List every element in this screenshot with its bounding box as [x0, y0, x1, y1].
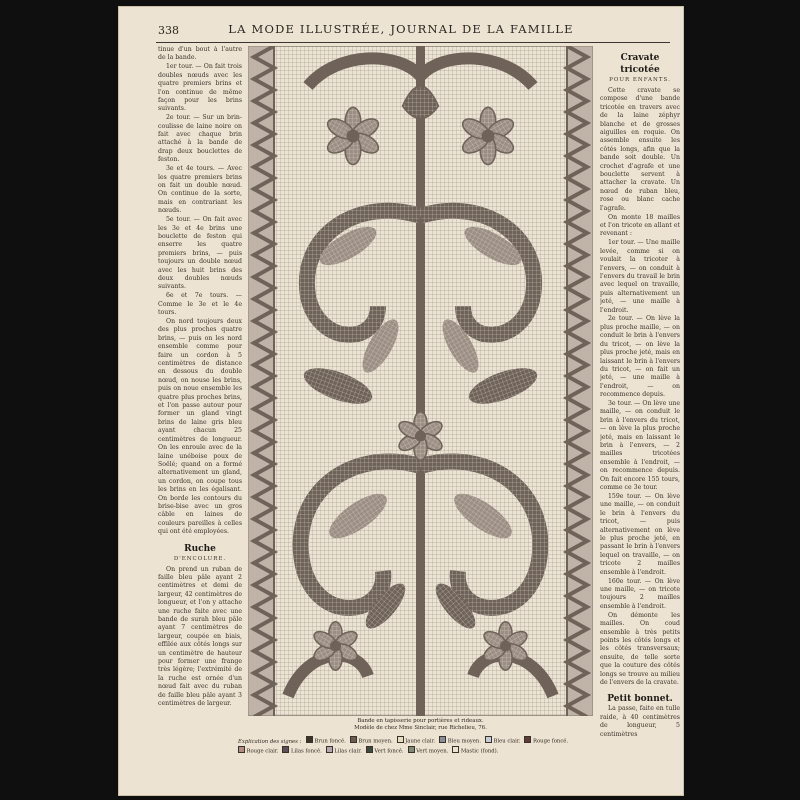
journal-title: LA MODE ILLUSTRÉE, JOURNAL DE LA FAMILLE: [228, 22, 574, 36]
legend-label: Bleu moyen.: [447, 738, 482, 745]
legend-item: [282, 746, 321, 756]
legend-label: Vert foncé.: [374, 748, 404, 754]
body-paragraph: 159e tour. — On lève une maille, — on conduit le brin à l'envers du tricot, — puis alternativement on lève le plus proche jeté, en passant le brin à l'envers lequel on travaille, — on tricote 2 mailles ensemble à l'endroit.: [600, 493, 680, 576]
legend-swatch: [452, 746, 459, 753]
body-paragraph: tinue d'un bout à l'autre de la bande.: [158, 46, 242, 62]
legend-label: Lilas foncé.: [290, 748, 322, 754]
legend-item: [485, 736, 520, 746]
legend-swatch: [326, 746, 333, 753]
body-paragraph: On prend un ruban de faille bleu pâle ayant 2 centimètres et demi de largeur, 42 centimètres de longueur, et l'on y attache une ruche faite avec une bande de surah bleu pâle ayant 7 centimètres de largeur, coupée en biais, effilée aux côtés longs sur un centimètre de hauteur pour former une frange très légère; l'extrémité de la ruche est ornée d'un nœud fait avec du ruban de faille bleu pâle ayant 3 centimètres de largeur.: [158, 565, 242, 708]
legend-swatch: [524, 736, 531, 743]
body-paragraph: La passe, faite en tulle raide, à 40 centimètres de longueur, 5 centimètres: [600, 705, 680, 738]
legend-item: [439, 736, 481, 746]
legend-title: Explication des signes :: [238, 738, 302, 745]
body-paragraph: On nord toujours deux des plus proches quatre brins, — puis on les nord ensemble comme pour faire un cordon à 5 centimètres de distance en dessous du double nœud, on nouse les brins, puis on noue ensemble les quatre plus proches brins, et l'on passe autour pour former un gland vingt brins de laine gris bleu ayant chacun 25 centimètres de longueur. On les enroule avec de la laine unéboise poux de Soëlé; quand on a formé alternativement un gland, un cordon, on coupe tous les brins en les égalisant. On borde les contours du brise-bise avec un gros câble en laines de couleurs pareilles à celles qui ont été employées.: [158, 318, 242, 536]
legend-item: [238, 746, 278, 756]
flower-bottom-left-center: [330, 641, 341, 652]
legend-swatch: [408, 746, 415, 753]
legend-swatch: [366, 746, 373, 753]
legend-label: Vert moyen.: [416, 748, 449, 754]
body-paragraph: 3e tour. — On lève une maille, — on conduit le brin à l'envers du tricot, — on lève la plus proche jeté, mais en laissant le brin à l'envers, — 2 mailles tricotées ensemble à l'endroit, — on recommence depuis. On fait encore 155 tours, comme ce 3e tour.: [600, 400, 680, 492]
flower-center-center: [415, 431, 426, 442]
flower-top-right-center: [482, 130, 495, 143]
body-paragraph: 1er tour. — On fait trois doubles nœuds avec les quatre premiers brins et l'on continue de même façon pour les brins suivants.: [158, 63, 242, 113]
legend-label: Mastic (fond).: [460, 748, 499, 754]
body-paragraph: 1er tour. — Une maille levée, comme si on voulait la tricoter à l'envers, — on conduit à l'envers du travail le brin avec lequel on travaille, puis alternativement un jeté, — une maille à l'endroit.: [600, 239, 680, 314]
body-paragraph: 160e tour. — On lève une maille, — on tricote toujours 2 mailles ensemble à l'endroit.: [600, 577, 680, 610]
pattern-caption: [248, 718, 593, 732]
legend-swatch: [439, 736, 446, 743]
color-legend: [238, 736, 600, 755]
section-subheading: POUR ENFANTS.: [609, 77, 671, 83]
section-subheading: D'ENCOLURE.: [173, 555, 227, 562]
legend-label: Lilas clair.: [334, 748, 362, 754]
legend-label: Bleu clair.: [493, 738, 521, 745]
body-paragraph: On démonte les mailles. On coud ensemble à très petits points les côtés longs et les côtés transversaux; ensuite, de telle sorte que la couture des côtés longs se trouve au milieu de l'envers de la cravate.: [600, 611, 680, 686]
tapestry-pattern-svg: [248, 46, 593, 716]
section-heading-ruche: Ruche: [184, 543, 216, 554]
legend-swatch: [350, 736, 357, 743]
body-paragraph: 2e tour. — Sur un brin-coulisse de laine noire on fait avec chaque brin attaché à la bande de drap deux bouclettes de feston.: [158, 114, 242, 164]
legend-label: Rouge clair.: [246, 748, 279, 754]
legend-item: [397, 736, 436, 746]
legend-item: [524, 736, 568, 746]
tapestry-pattern-illustration: [248, 46, 593, 716]
left-column-text: [158, 46, 242, 764]
legend-swatch: [306, 736, 313, 743]
legend-swatch: [397, 736, 404, 743]
section-heading-cravate: Cravate tricotée: [620, 53, 660, 75]
legend-item: [366, 746, 404, 756]
caption-line-2: Modèle de chez Mme Sinclair, rue Richelieu, 76.: [354, 725, 487, 731]
body-paragraph: 5e tour. — On fait avec les 3e et 4e brins une bouclette de feston qui enserre les quatre premiers brins, — puis toujours un double nœud avec les huit brins des deux doubles nœuds suivants.: [158, 216, 242, 291]
legend-item: [350, 736, 393, 746]
caption-line-1: Bande en tapisserie pour portières et rideaux.: [357, 718, 484, 724]
body-paragraph: On monte 18 mailles et l'on tricote en allant et revenant :: [600, 213, 680, 238]
body-paragraph: 2e tour. — On lève la plus proche maille, — on conduit le brin à l'envers du tricot, — on lève la plus proche jeté, mais en laissant le brin à l'envers du tricot, — on fait un jeté, — une maille à l'endroit, — on recommence depuis.: [600, 315, 680, 399]
body-paragraph: Cette cravate se compose d'une bande tricotée en travers avec de la laine zéphyr blanche et de grosses aiguilles en roquie. On assemble ensuite les côtés longs, afin que la bande soit double. Un crochet d'agrafe et une bouclette servent à attacher la cravate. Un nœud de ruban bleu, rose ou blanc cache l'agrafe.: [600, 87, 680, 212]
legend-item: [326, 746, 362, 756]
page-number: 338: [158, 24, 179, 37]
legend-swatch: [238, 746, 245, 753]
page-header: [118, 20, 684, 40]
legend-label: Brun foncé.: [314, 738, 346, 745]
header-rule: [156, 42, 670, 43]
magazine-page: [118, 6, 684, 796]
legend-item: [306, 736, 346, 746]
legend-label: Rouge foncé.: [532, 738, 569, 745]
body-paragraph: 3e et 4e tours. — Avec les quatre premiers brins on fait un double nœud. On continue de la sorte, mais en contrariant les nœuds.: [158, 165, 242, 215]
legend-label: Jaune clair.: [405, 738, 436, 745]
section-heading-petit-bonnet: Petit bonnet.: [607, 694, 673, 705]
flower-bottom-right-center: [500, 641, 511, 652]
legend-swatch: [485, 736, 492, 743]
legend-item: [452, 746, 498, 756]
legend-swatch: [282, 746, 289, 753]
legend-label: Brun moyen.: [358, 738, 393, 745]
body-paragraph: 6e et 7e tours. — Comme le 3e et le 4e tours.: [158, 292, 242, 317]
right-column-text: [600, 46, 680, 788]
flower-top-left-center: [347, 130, 360, 143]
legend-item: [408, 746, 449, 756]
